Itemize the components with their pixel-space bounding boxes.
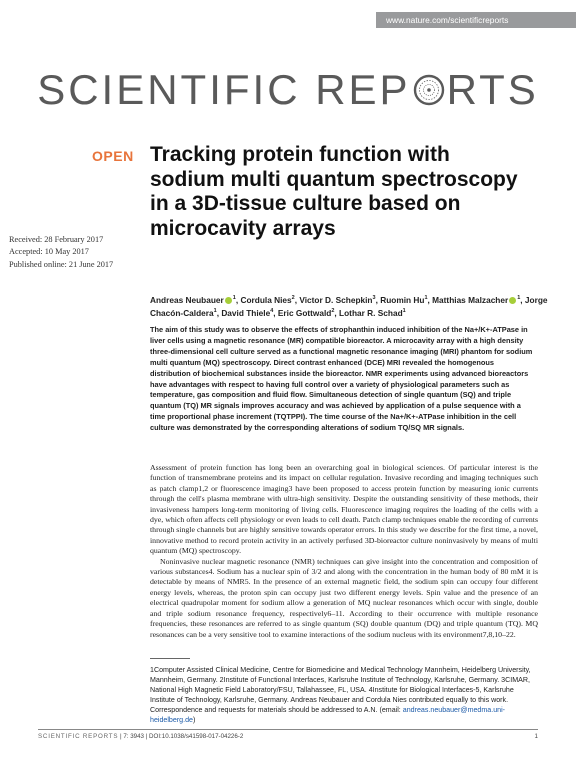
abstract: The aim of this study was to observe the effects of strophanthin induced inhibition of the Na+/K+-ATPase in liver cells using a magnetic resonance (MR) compatible bioreactor. A microcavity array with a high density three-dimensional cell culture served as a functional magnetic resonance imaging (MRI) phantom for sodium multi quantum (MQ) spectroscopy. Direct contrast enhanced (DCE) MRI revealed the homogenous distribution of biochemical substances inside the bioreactor. NMR experiments using advanced bioreactors have advantages with respect to having full control over a variety of physiological parameters such as temperature, gas composition and fluid flow. Simultaneous detection of single quantum (SQ) and triple quantum (TQ) MR signals improves accuracy and was achieved by application of a pulse sequence with a time proportional phase increment (TQTPPI). The time course of the Na+/K+-ATPase inhibition in the cell culture was demonstrated by the corresponding alterations of sodium TQ/SQ MR signals. <box>150 325 533 433</box>
affiliation-superscript: 3 <box>372 295 376 302</box>
author-name-text: Jorge Chacón-Caldera <box>150 295 548 318</box>
article-dates <box>9 234 139 271</box>
article-title: Tracking protein function with sodium multi quantum spectroscopy in a 3D-tissue culture based on microcavity arrays <box>150 143 518 240</box>
author-name <box>221 308 273 318</box>
email-close-paren: ) <box>193 715 196 724</box>
author-name-text: Andreas Neubauer <box>150 295 224 305</box>
orcid-icon[interactable] <box>225 297 232 304</box>
affiliations-text: 1Computer Assisted Clinical Medicine, Centre for Biomedicine and Medical Technology Mannheim, Heidelberg University, Mannheim, Germany. 2Institute of Functional Interfaces, Karlsruhe Institute of Technology, Karlsruhe, Germany. 3CIMAR, National High Magnetic Field Laboratory/FSU, Tallahassee, FL, USA. 4Institute for Biological Interfaces-5, Karlsruhe Institute of Technology, Karlsruhe, Germany. Andreas Neubauer and Cordula Nies contributed equally to this work. Correspondence and requests for materials should be addressed to A.N. (email: <box>150 666 531 714</box>
footer-citation: | 7: 3943 | DOI:10.1038/s41598-017-04226-2 <box>118 733 244 740</box>
masthead-logo-o-icon <box>412 69 446 103</box>
open-access-label: OPEN <box>92 148 134 164</box>
footer-journal-name: SCIENTIFIC REPORTS <box>38 733 119 740</box>
author-name <box>380 295 427 305</box>
footnote-divider <box>150 658 190 659</box>
published-date: Published online: 21 June 2017 <box>9 259 114 269</box>
author-name <box>432 295 520 305</box>
affiliation-superscript: 1 <box>232 295 236 302</box>
author-name <box>240 295 294 305</box>
author-name-text: Cordula Nies <box>240 295 292 305</box>
affiliation-superscript: 4 <box>270 307 274 314</box>
author-name <box>299 295 375 305</box>
journal-masthead <box>0 66 576 114</box>
author-name-text: Victor D. Schepkin <box>299 295 373 305</box>
author-name-text: Ruomin Hu <box>380 295 425 305</box>
page-footer <box>38 733 538 740</box>
author-name-text: Lothar R. Schad <box>339 307 403 318</box>
correspondence-email-link[interactable]: andreas.neubauer@medma.uni-heidelberg.de <box>150 705 506 724</box>
affiliation-superscript: 1 <box>517 295 521 302</box>
body-paragraph-2: Noninvasive nuclear magnetic resonance (NMR) techniques can give insight into the concentration and composition of various substances4. Sodium has a nuclear spin of 3/2 and along with the concentration in the human body of 80 mM it is detectable by means of NMR5. In the presence of an external magnetic field, the sodium spin can occupy four different energy levels, whereas, the proton spin can occupy just two different energy levels. Spin value and the presence of an electrical quadrupolar moment for sodium allow a generation of MQ nuclear resonances which occur with single, double and triple sodium resonance frequency, respectively6–11. According to their occurrence with multiple resonance frequencies, these resonances are referred to as single quantum (SQ) double quantum (DQ) and triple quantum (TQ). MQ resonances can be a very sensitive tool to examine interactions of the sodium nucleus with its environment7,8,10–22. <box>150 556 538 639</box>
footer-divider <box>38 729 538 730</box>
author-name-text: Eric Gottwald <box>277 307 332 318</box>
affiliation-superscript: 1 <box>213 307 217 314</box>
author-name-text: David Thiele <box>221 307 271 318</box>
orcid-icon[interactable] <box>509 297 516 304</box>
journal-url-bar[interactable]: www.nature.com/scientificreports <box>376 12 576 28</box>
author-name <box>150 295 236 305</box>
affiliation-superscript: 1 <box>424 295 428 302</box>
affiliation-superscript: 2 <box>291 295 295 302</box>
author-name-text: Matthias Malzacher <box>432 295 509 305</box>
affiliation-superscript: 1 <box>402 307 406 314</box>
author-list: Andreas Neubauer $^1$, Cordula Nies$^2$, Victor D. Schepkin$^3$, Ruomin Hu$^1$, Matthias Malzacher $^1$, Jorge Chacón-Caldera$^1$, David Thiele$^4$, Eric Gottwald$^2$, Lothar R. Schad$^1$ <box>150 295 548 318</box>
page-number: 1 <box>534 733 538 740</box>
affiliation-superscript: 2 <box>331 307 335 314</box>
accepted-date: Accepted: 10 May 2017 <box>9 247 89 257</box>
body-text <box>150 463 538 640</box>
author-name <box>278 308 335 318</box>
author-name <box>339 308 406 318</box>
masthead-text-right: RTS <box>446 66 539 113</box>
affiliations-footnote <box>150 666 540 725</box>
body-paragraph-1: Assessment of protein function has long been an overarching goal in biological sciences. Of particular interest is the function of transmembrane proteins and its impact on cellular regulation. Invasive recording and imaging techniques such as patch clamp1,2 or fluorescence imaging3 have been proposed to access protein function by measuring ionic currents through the cell's plasma membrane with ultra-high sensitivity. Despite the outstanding sensitivity of these methods, their invasiveness hampers long-term monitoring of living cells. Fluorescence imaging requires the loading of the cells with a dye, which often affects cell physiology or even leads to cell death. Patch clamp techniques enable the recording of currents through single channels but are highly sensitive towards operator errors. In this study we describe for the first time, a novel, innovative method to record protein activity in an actively perfused 3D-bioreactor culture noninvasively by means of multi quantum (MQ) spectroscopy. <box>150 463 538 556</box>
masthead-text-left: SCIENTIFIC REP <box>37 66 411 113</box>
received-date: Received: 28 February 2017 <box>9 235 104 244</box>
